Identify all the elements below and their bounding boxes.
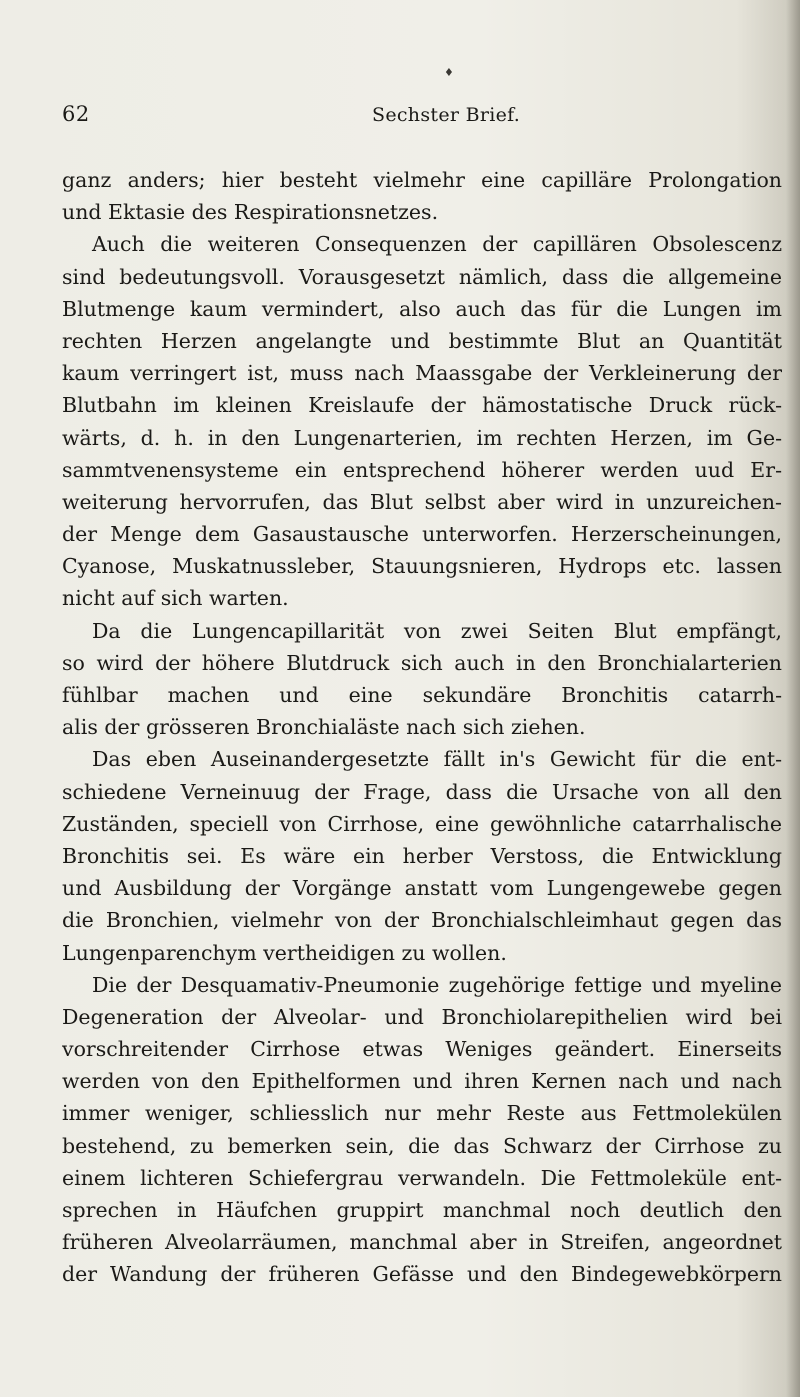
text-line: Cyanose, Muskatnussleber, Stauungsnieren, Hydrops etc. lassen	[62, 554, 782, 579]
text-line: werden von den Epithelformen und ihren Kernen nach und nach	[62, 1069, 782, 1094]
text-line: Da die Lungencapillarität von zwei Seiten Blut empfängt,	[92, 618, 782, 643]
text-line: die Bronchien, vielmehr von der Bronchialschleimhaut gegen das	[62, 908, 782, 933]
text-line: fühlbar machen und eine sekundäre Bronchitis catarrh-	[62, 683, 782, 707]
text-line: Bronchitis sei. Es wäre ein herber Verstoss, die Entwicklung	[62, 843, 782, 868]
text-line: immer weniger, schliesslich nur mehr Reste aus Fettmolekülen	[62, 1101, 782, 1126]
text-line: Zuständen, speciell von Cirrhose, eine gewöhnliche catarrhalische	[62, 811, 782, 836]
text-line: einem lichteren Schiefergrau verwandeln. Die Fettmoleküle ent-	[62, 1165, 782, 1190]
text-line: vorschreitender Cirrhose etwas Weniges geändert. Einerseits	[62, 1037, 782, 1062]
text-line: Die der Desquamativ-Pneumonie zugehörige fettige und myeline	[92, 972, 782, 997]
running-title: Sechster Brief.	[372, 104, 521, 126]
text-line: und Ausbildung der Vorgänge anstatt vom Lungengewebe gegen	[62, 876, 782, 901]
text-line: sind bedeutungsvoll. Vorausgesetzt nämlich, dass die allgemeine	[62, 264, 782, 289]
text-line: der Menge dem Gasaustausche unterworfen. Herzerscheinungen,	[62, 522, 782, 547]
text-line: bestehend, zu bemerken sein, die das Schwarz der Cirrhose zu	[62, 1133, 782, 1158]
text-line: und Ektasie des Respirationsnetzes.	[62, 200, 439, 225]
text-line: Auch die weiteren Consequenzen der capillären Obsolescenz	[92, 232, 782, 257]
text-line: alis der grösseren Bronchialäste nach sich ziehen.	[62, 715, 586, 740]
text-line: ganz anders; hier besteht vielmehr eine capilläre Prolongation	[62, 168, 782, 192]
text-line: Blutmenge kaum vermindert, also auch das für die Lungen im	[62, 296, 782, 321]
text-line: Degeneration der Alveolar- und Bronchiolarepithelien wird bei	[62, 1004, 782, 1029]
text-line: weiterung hervorrufen, das Blut selbst aber wird in unzureichen-	[62, 489, 782, 514]
text-line: wärts, d. h. in den Lungenarterien, im rechten Herzen, im Ge-	[62, 425, 782, 450]
text-line: Das eben Auseinandergesetzte fällt in's Gewicht für die ent-	[92, 747, 782, 772]
text-line: so wird der höhere Blutdruck sich auch in den Bronchialarterien	[62, 650, 782, 675]
text-line: früheren Alveolarräumen, manchmal aber in Streifen, angeordnet	[62, 1230, 782, 1255]
text-line: schiedene Verneinuug der Frage, dass die Ursache von all den	[62, 779, 782, 804]
page-number: 62	[62, 102, 90, 126]
text-line: kaum verringert ist, muss nach Maassgabe der Verkleinerung der	[62, 361, 782, 386]
body-text	[62, 164, 782, 1291]
text-line: Lungenparenchym vertheidigen zu wollen.	[62, 940, 507, 965]
text-line: sammtvenensysteme ein entsprechend höherer werden uud Er-	[62, 457, 782, 482]
page-header	[0, 102, 800, 132]
text-line: nicht auf sich warten.	[62, 586, 289, 611]
text-line: Blutbahn im kleinen Kreislaufe der hämostatische Druck rück-	[62, 393, 782, 418]
text-line: rechten Herzen angelangte und bestimmte Blut an Quantität	[62, 328, 782, 353]
text-line: der Wandung der früheren Gefässe und den Bindegewebkörpern	[62, 1262, 782, 1287]
ornament-mark: ♦	[444, 66, 454, 79]
page-edge-shadow	[786, 0, 800, 1397]
text-line: sprechen in Häufchen gruppirt manchmal noch deutlich den	[62, 1198, 782, 1222]
